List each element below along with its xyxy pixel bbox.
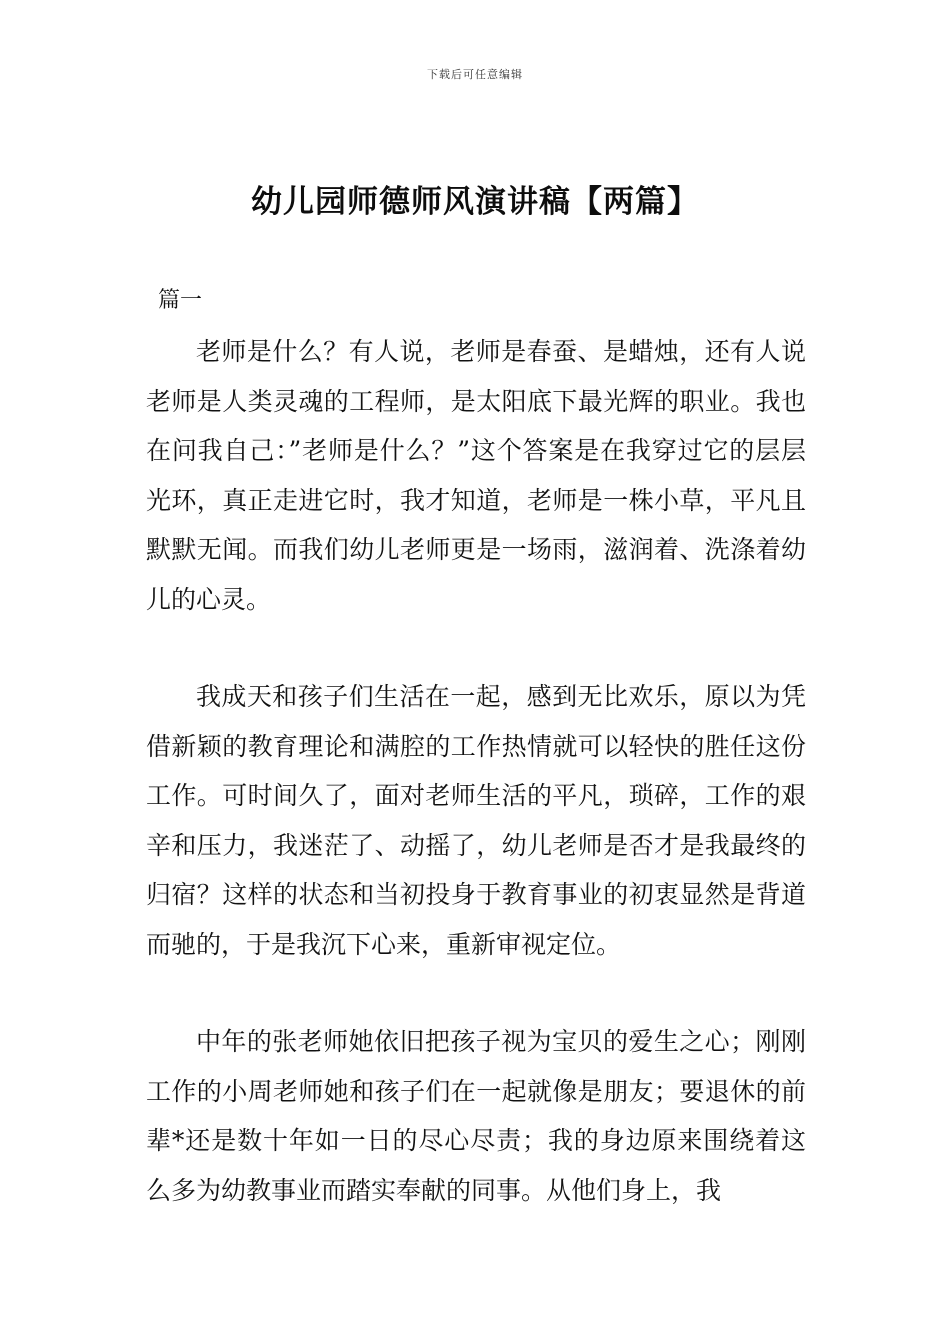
paragraph-2: 我成天和孩子们生活在一起，感到无比欢乐，原以为凭借新颖的教育理论和满腔的工作热情就可以轻快的胜任这份工作。可时间久了，面对老师生活的平凡，琐碎，工作的艰辛和压力，我迷茫了、动摇了，幼儿老师是否才是我最终的归宿？这样的状态和当初投身于教育事业的初衷显然是背道而驰的，于是我沉下心来，重新审视定位。 (146, 682, 806, 959)
paragraph-3: 中年的张老师她依旧把孩子视为宝贝的爱生之心；刚刚工作的小周老师她和孩子们在一起就像是朋友；要退休的前辈*还是数十年如一日的尽心尽责；我的身边原来围绕着这么多为幼教事业而踏实奉献的同事。从他们身上，我 (146, 1027, 806, 1205)
section-label: 篇一 (158, 288, 203, 313)
document-title: 幼儿园师德师风演讲稿【两篇】 (251, 184, 699, 220)
paragraph-1: 老师是什么？有人说，老师是春蚕、是蜡烛，还有人说老师是人类灵魂的工程师，是太阳底下最光辉的职业。我也在问我自己：”老师是什么？”这个答案是在我穿过它的层层光环，真正走进它时，我才知道，老师是一株小草，平凡且默默无闻。而我们幼儿老师更是一场雨，滋润着、洗涤着幼儿的心灵。 (146, 337, 806, 614)
header-note: 下载后可任意编辑 (427, 68, 523, 81)
